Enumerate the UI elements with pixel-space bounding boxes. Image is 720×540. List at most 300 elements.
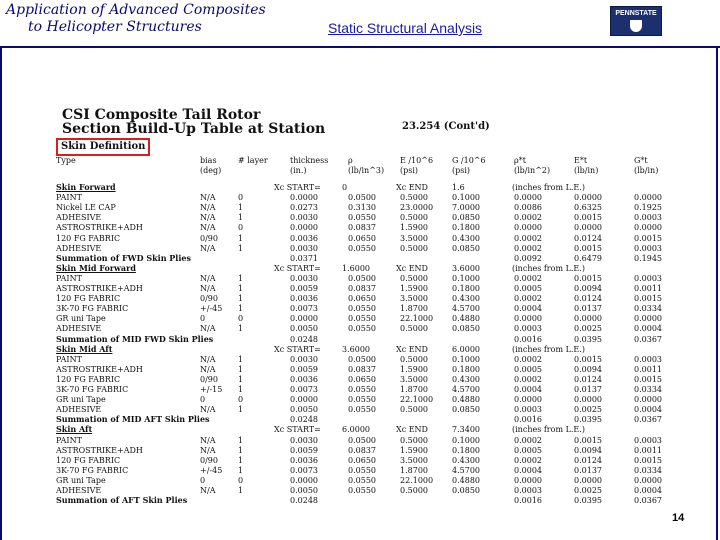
ply-value: 0.0000 (290, 475, 318, 485)
ply-value: 0.0004 (634, 324, 662, 334)
ply-value: 0.4300 (452, 233, 480, 243)
ply-value: 0.5000 (400, 213, 428, 223)
xc-start-label: Xc START= (274, 344, 321, 354)
ply-value: 23.0000 (400, 203, 434, 213)
range-label: (inches from L.E.) (512, 263, 585, 273)
ply-value: 0.4300 (452, 374, 480, 384)
ply-value: 0.0025 (574, 324, 602, 334)
ply-value: 0.0030 (290, 354, 318, 364)
ply-value: 0.0003 (634, 354, 662, 364)
xc-end-value: 3.6000 (452, 263, 480, 273)
xc-start-label: Xc START= (274, 425, 321, 435)
ply-value: 0.0137 (574, 304, 602, 314)
xc-end-value: 1.6 (452, 183, 465, 192)
ply-value: 0.0015 (634, 455, 662, 465)
ply-value: 0.0002 (514, 354, 542, 364)
ply-type: ASTROSTRIKE+ADH (56, 284, 143, 293)
ply-value: 0.5000 (400, 273, 428, 283)
ply-value: 0.5000 (400, 243, 428, 253)
ply-value: 0.0003 (634, 243, 662, 253)
document-title-line-1: CSI Composite Tail Rotor (62, 107, 261, 123)
ply-type: ADHESIVE (56, 486, 102, 495)
ply-value: 0.0059 (290, 445, 318, 455)
ply-value: 4.5700 (452, 465, 480, 475)
column-header-unit: (deg) (200, 166, 222, 175)
ply-value: 1 (238, 243, 244, 253)
ply-value: 0.1925 (634, 203, 662, 213)
column-header (238, 156, 268, 166)
ply-type: ASTROSTRIKE+ADH (56, 445, 143, 455)
column-header-name: G /10^6 (452, 156, 486, 165)
ply-value: 0.0273 (290, 203, 318, 213)
section-name: Skin Forward (56, 182, 116, 192)
ply-type: 120 FG FABRIC (56, 233, 121, 243)
ply-value: 1 (238, 465, 244, 475)
document-title-line-2: Section Build-Up Table at Station (62, 121, 326, 137)
ply-value: 4.5700 (452, 385, 480, 394)
ply-value: 0.0837 (348, 445, 376, 455)
shield-icon (630, 20, 642, 32)
ply-value: 0.0025 (574, 405, 602, 415)
ply-value: 0.5000 (400, 193, 428, 203)
ply-value: 0.0650 (348, 294, 376, 304)
summary-value: 0.0248 (290, 415, 318, 425)
column-header-unit: (psi) (400, 166, 419, 175)
ply-value: 0.0073 (290, 385, 318, 394)
ply-type: Nickel LE CAP (56, 203, 116, 213)
ply-value: 0.3130 (348, 203, 376, 213)
ply-value: +/-45 (200, 304, 223, 314)
ply-value: 0.0000 (514, 314, 542, 324)
ply-value: 0.0000 (634, 223, 662, 233)
ply-value: 0.0000 (514, 395, 542, 405)
column-header-unit: (psi) (452, 166, 471, 175)
column-header (56, 156, 76, 166)
xc-end-label: Xc END (396, 344, 428, 354)
ply-value: 0.5000 (400, 405, 428, 415)
column-header (348, 156, 384, 176)
ply-value: 0.0550 (348, 475, 376, 485)
ply-value: 0 (238, 395, 244, 405)
summary-value: 0.0016 (514, 334, 542, 344)
ply-value: 0.0137 (574, 465, 602, 475)
ply-value: 0.1800 (452, 364, 480, 374)
ply-value: 0.0550 (348, 405, 376, 415)
ply-value: N/A (200, 203, 216, 213)
ply-value: 0.0000 (514, 193, 542, 203)
title-line-2: to Helicopter Structures (28, 19, 202, 35)
ply-type: 3K-70 FG FABRIC (56, 385, 129, 394)
ply-value: 22.1000 (400, 475, 434, 485)
ply-value: 0.0004 (634, 486, 662, 495)
ply-value: 0.0059 (290, 284, 318, 293)
ply-value: N/A (200, 486, 216, 495)
summary-row (52, 495, 700, 506)
column-header-name: E*t (574, 156, 588, 165)
ply-value: 0.0002 (514, 374, 542, 384)
ply-value: 0.1800 (452, 445, 480, 455)
ply-value: 0.0500 (348, 273, 376, 283)
ply-value: 0.0124 (574, 233, 602, 243)
ply-value: 1.8700 (400, 385, 428, 394)
column-header-name: thickness (290, 156, 329, 165)
ply-value: 0.0094 (574, 364, 602, 374)
ply-value: 1.5900 (400, 284, 428, 293)
summary-value: 0.0248 (290, 334, 318, 344)
ply-value: 0.0015 (574, 435, 602, 445)
ply-value: 3.5000 (400, 374, 428, 384)
ply-value: 0.0550 (348, 465, 376, 475)
left-border (0, 46, 2, 540)
ply-value: 0.0650 (348, 455, 376, 465)
ply-value: 0.1000 (452, 354, 480, 364)
ply-value: 1 (238, 455, 244, 465)
range-label: (inches from L.E.) (512, 183, 585, 192)
ply-value: 1 (238, 374, 244, 384)
summary-label: Summation of AFT Skin Plies (56, 495, 188, 506)
ply-value: 0.0137 (574, 385, 602, 394)
ply-value: 0.0550 (348, 395, 376, 405)
ply-value: 0.0030 (290, 213, 318, 223)
ply-value: 0.0011 (634, 284, 662, 293)
ply-value: 0.0011 (634, 445, 662, 455)
column-header-name: E /10^6 (400, 156, 434, 165)
skin-definition-heading: Skin Definition (56, 138, 150, 156)
ply-value: 0.0000 (514, 475, 542, 485)
ply-value: 0.4880 (452, 475, 480, 485)
ply-value: 0.0850 (452, 486, 480, 495)
ply-value: 1 (238, 324, 244, 334)
ply-value: 0.0002 (514, 455, 542, 465)
ply-value: 1 (238, 354, 244, 364)
ply-value: 0.0000 (634, 475, 662, 485)
ply-value: 0.0850 (452, 405, 480, 415)
ply-value: 0.0000 (290, 223, 318, 233)
ply-value: 0.1800 (452, 284, 480, 293)
column-header-unit: (lb/in^2) (514, 166, 551, 175)
ply-value: 0.0004 (634, 405, 662, 415)
ply-value: 1 (238, 435, 244, 445)
summary-value: 0.0016 (514, 415, 542, 425)
xc-start-value: 1.6000 (342, 263, 370, 273)
section-name: Skin Aft (56, 424, 93, 435)
ply-value: 0 (238, 223, 244, 233)
ply-value: 0.0059 (290, 364, 318, 374)
ply-value: 0.5000 (400, 324, 428, 334)
summary-value: 0.0248 (290, 496, 318, 506)
ply-type: GR uni Tape (56, 395, 106, 405)
summary-value: 0.0395 (574, 496, 602, 506)
ply-type: GR uni Tape (56, 314, 106, 324)
column-header-name: Type (56, 156, 76, 165)
ply-value: 0.0000 (574, 475, 602, 485)
ply-value: 0.0002 (514, 294, 542, 304)
ply-value: 1.5900 (400, 223, 428, 233)
column-header (574, 156, 598, 176)
ply-value: 0.0334 (634, 465, 662, 475)
ply-value: 0.0094 (574, 445, 602, 455)
ply-type: PAINT (56, 273, 82, 283)
ply-type: 3K-70 FG FABRIC (56, 304, 129, 314)
ply-value: 7.0000 (452, 203, 480, 213)
ply-value: 0.0073 (290, 465, 318, 475)
ply-value: 0.0850 (452, 213, 480, 223)
ply-value: 0.0011 (634, 364, 662, 374)
ply-value: 0.0015 (634, 374, 662, 384)
ply-value: 0.0550 (348, 486, 376, 495)
ply-value: 3.5000 (400, 455, 428, 465)
ply-type: ADHESIVE (56, 213, 102, 223)
ply-value: 0.0015 (574, 213, 602, 223)
section-name: Skin Mid Aft (56, 343, 113, 354)
ply-value: N/A (200, 273, 216, 283)
xc-start-label: Xc START= (274, 263, 321, 273)
ply-value: 1 (238, 304, 244, 314)
summary-value: 0.6479 (574, 253, 602, 263)
summary-value: 0.0092 (514, 253, 542, 263)
ply-type: ASTROSTRIKE+ADH (56, 364, 143, 374)
ply-value: 0.0015 (634, 294, 662, 304)
xc-end-label: Xc END (396, 263, 428, 273)
ply-value: 0.5000 (400, 435, 428, 445)
ply-value: 0.0015 (574, 273, 602, 283)
ply-value: 0.0005 (514, 284, 542, 293)
ply-value: 0.0036 (290, 455, 318, 465)
ply-value: 0.0036 (290, 233, 318, 243)
ply-value: 22.1000 (400, 314, 434, 324)
station-label: 23.254 (Cont'd) (402, 121, 490, 132)
summary-value: 0.0367 (634, 415, 662, 425)
ply-value: 1 (238, 364, 244, 374)
ply-value: 0.0003 (634, 273, 662, 283)
ply-value: 0.1000 (452, 273, 480, 283)
ply-value: 0.0500 (348, 193, 376, 203)
ply-value: 0.0002 (514, 243, 542, 253)
ply-value: 0.0005 (514, 445, 542, 455)
ply-value: 0.0334 (634, 304, 662, 314)
ply-value: 0.0030 (290, 243, 318, 253)
summary-value: 0.0367 (634, 496, 662, 506)
ply-value: 0.0550 (348, 243, 376, 253)
ply-type: PAINT (56, 193, 82, 203)
ply-value: 0.4880 (452, 395, 480, 405)
ply-type: PAINT (56, 354, 82, 364)
ply-value: 1 (238, 405, 244, 415)
ply-value: 0.1800 (452, 223, 480, 233)
ply-value: 0.0000 (574, 314, 602, 324)
range-label: (inches from L.E.) (512, 425, 585, 435)
ply-type: 3K-70 FG FABRIC (56, 465, 129, 475)
ply-value: 0.0015 (574, 354, 602, 364)
ply-value: 0.0002 (514, 213, 542, 223)
summary-value: 0.0367 (634, 334, 662, 344)
ply-value: 0.0005 (514, 364, 542, 374)
ply-value: N/A (200, 354, 216, 364)
ply-value: 4.5700 (452, 304, 480, 314)
column-header (452, 156, 486, 176)
ply-value: 1 (238, 233, 244, 243)
ply-value: 0/90 (200, 455, 218, 465)
ply-value: 0.0550 (348, 213, 376, 223)
ply-value: 0.4300 (452, 455, 480, 465)
ply-value: 0.0000 (574, 223, 602, 233)
ply-value: 0.4880 (452, 314, 480, 324)
column-header (514, 156, 550, 176)
ply-value: N/A (200, 193, 216, 203)
column-header (290, 156, 328, 176)
ply-value: 0.0650 (348, 233, 376, 243)
column-header-name: bias (200, 156, 217, 165)
document-title (62, 108, 325, 136)
ply-value: 0.0030 (290, 273, 318, 283)
ply-value: 0.0086 (514, 203, 542, 213)
ply-value: 0.4300 (452, 294, 480, 304)
ply-value: 0.0000 (290, 395, 318, 405)
ply-value: N/A (200, 435, 216, 445)
ply-value: 1 (238, 445, 244, 455)
ply-value: 0.0000 (290, 314, 318, 324)
range-label: (inches from L.E.) (512, 344, 585, 354)
ply-value: 0.0002 (514, 273, 542, 283)
section-name: Skin Mid Forward (56, 262, 136, 273)
header-divider (0, 46, 720, 48)
column-header-unit: (in.) (290, 166, 307, 175)
ply-value: 0.0500 (348, 435, 376, 445)
ply-value: 1 (238, 284, 244, 293)
summary-value: 0.0016 (514, 496, 542, 506)
ply-value: 0.5000 (400, 486, 428, 495)
right-border (716, 46, 718, 540)
ply-value: 3.5000 (400, 294, 428, 304)
ply-value: 0.0334 (634, 385, 662, 394)
slide-subtitle: Static Structural Analysis (328, 20, 483, 36)
ply-value: 1 (238, 273, 244, 283)
summary-value: 0.0371 (290, 253, 318, 263)
ply-value: 0.0004 (514, 304, 542, 314)
logo-text: PENNSTATE (615, 10, 657, 17)
ply-value: 0.0550 (348, 385, 376, 394)
ply-value: 0.1000 (452, 193, 480, 203)
xc-start-value: 3.6000 (342, 344, 370, 354)
ply-value: 0.0837 (348, 364, 376, 374)
ply-value: +/-15 (200, 385, 223, 394)
ply-value: 0/90 (200, 374, 218, 384)
ply-value: 0.0000 (634, 193, 662, 203)
ply-value: 0.0036 (290, 374, 318, 384)
ply-value: N/A (200, 324, 216, 334)
column-header-unit: (lb/in) (574, 166, 599, 175)
ply-value: 0 (200, 395, 206, 405)
ply-value: N/A (200, 223, 216, 233)
ply-type: 120 FG FABRIC (56, 455, 121, 465)
ply-type: GR uni Tape (56, 475, 106, 485)
ply-value: 0.0050 (290, 486, 318, 495)
ply-value: 0.5000 (400, 354, 428, 364)
xc-end-value: 6.0000 (452, 344, 480, 354)
ply-value: 1.8700 (400, 304, 428, 314)
ply-value: 0.0124 (574, 294, 602, 304)
ply-value: 3.5000 (400, 233, 428, 243)
ply-value: 0.1000 (452, 435, 480, 445)
penn-state-logo (610, 6, 662, 36)
ply-value: 22.1000 (400, 395, 434, 405)
ply-value: N/A (200, 445, 216, 455)
ply-type: ADHESIVE (56, 243, 102, 253)
ply-value: 0.0124 (574, 455, 602, 465)
ply-value: 0.0550 (348, 304, 376, 314)
ply-value: 0.0004 (514, 385, 542, 394)
column-header-name: # layer (238, 156, 268, 165)
summary-value: 0.0395 (574, 415, 602, 425)
xc-end-label: Xc END (396, 425, 428, 435)
xc-end-value: 7.3400 (452, 425, 480, 435)
ply-value: 0.0002 (514, 435, 542, 445)
ply-value: 0.0003 (514, 405, 542, 415)
ply-value: 0.0036 (290, 294, 318, 304)
ply-value: 1.5900 (400, 445, 428, 455)
ply-type: ADHESIVE (56, 405, 102, 415)
summary-label: Summation of FWD Skin Plies (56, 252, 191, 263)
ply-value: 0.0004 (514, 465, 542, 475)
xc-start-label: Xc START= (274, 183, 321, 192)
ply-value: 0/90 (200, 294, 218, 304)
column-header (200, 156, 221, 176)
ply-value: 0.0003 (634, 435, 662, 445)
ply-value: 0.0094 (574, 284, 602, 293)
title-line-1: Application of Advanced Composites (6, 2, 266, 18)
ply-value: 0.0500 (348, 354, 376, 364)
summary-value: 0.0395 (574, 334, 602, 344)
column-header-name: G*t (634, 156, 648, 165)
ply-value: N/A (200, 364, 216, 374)
presentation-title (6, 2, 266, 36)
ply-value: 0.0124 (574, 374, 602, 384)
ply-value: 0.0000 (634, 395, 662, 405)
ply-type: 120 FG FABRIC (56, 374, 121, 384)
ply-value: 1 (238, 294, 244, 304)
ply-value: +/-45 (200, 465, 223, 475)
ply-value: 0 (238, 314, 244, 324)
ply-value: 0 (238, 193, 244, 203)
column-header-unit: (lb/in^3) (348, 166, 385, 175)
xc-start-value: 6.0000 (342, 425, 370, 435)
ply-value: 0.0000 (574, 395, 602, 405)
ply-value: 0/90 (200, 233, 218, 243)
xc-end-label: Xc END (396, 183, 428, 192)
column-header-unit: (lb/in) (634, 166, 659, 175)
ply-value: 0.0550 (348, 314, 376, 324)
ply-value: 0 (200, 314, 206, 324)
ply-value: 0.0003 (634, 213, 662, 223)
ply-value: 0.0003 (514, 486, 542, 495)
build-up-table-document (52, 100, 700, 506)
ply-value: 0.0015 (634, 233, 662, 243)
ply-value: 0.0000 (574, 193, 602, 203)
ply-value: N/A (200, 243, 216, 253)
ply-value: N/A (200, 213, 216, 223)
ply-value: 0.0073 (290, 304, 318, 314)
ply-value: 0.0050 (290, 405, 318, 415)
column-header (400, 156, 433, 176)
ply-value: 0.0837 (348, 284, 376, 293)
ply-type: ASTROSTRIKE+ADH (56, 223, 143, 233)
ply-value: 0 (238, 475, 244, 485)
ply-value: 0.0003 (514, 324, 542, 334)
ply-value: 1.8700 (400, 465, 428, 475)
summary-value: 0.1945 (634, 253, 662, 263)
xc-start-value: 0 (342, 183, 348, 192)
ply-type: ADHESIVE (56, 324, 102, 334)
